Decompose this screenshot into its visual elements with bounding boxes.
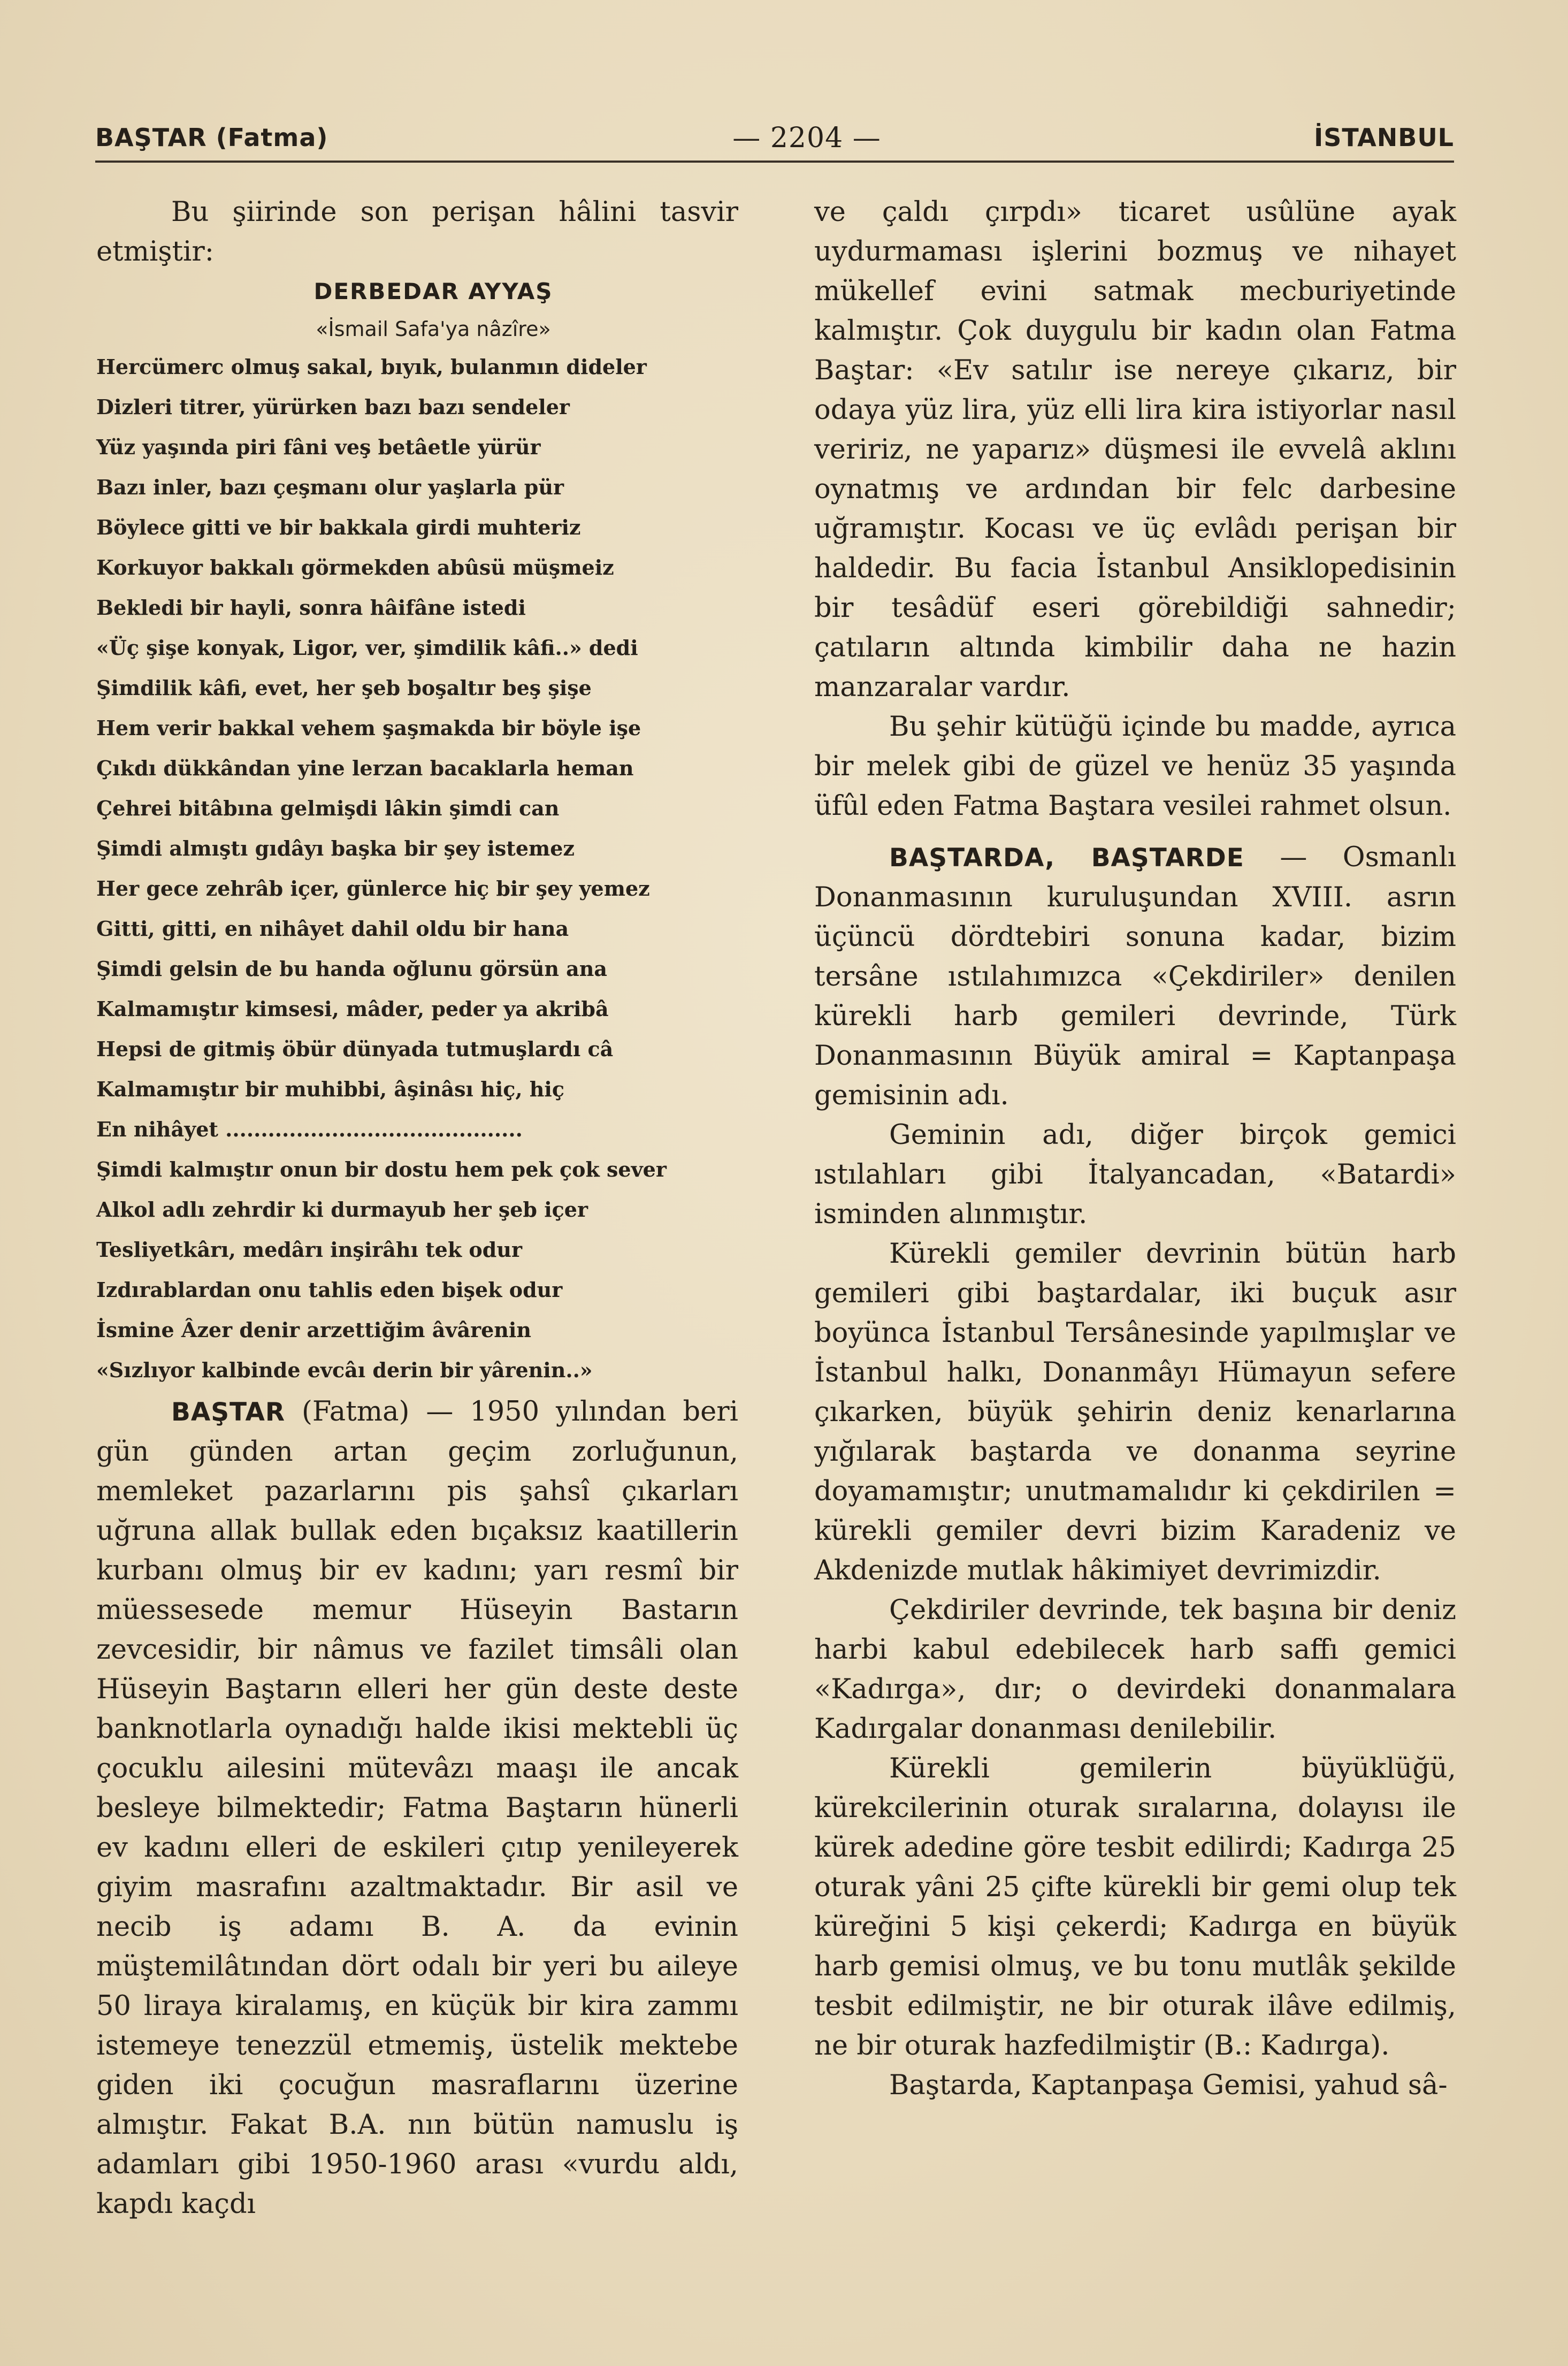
entry-heading: BAŞTAR [171, 1398, 286, 1427]
poem-line: Izdırablardan onu tahlis eden bişek odur [96, 1278, 563, 1302]
poem-line: «Sızlıyor kalbinde evcâı derin bir yârenin..» [96, 1358, 593, 1382]
entry-text: — Osmanlı Donanmasının kuruluşundan XVIII. asrın üçüncü dördtebiri sonuna kadar, bizim tersâne ıstılahımızca «Çekdiriler» denilen kürekli harb gemileri devrinde, Türk Donanmasının Büyük amiral = Kaptanpaşa gemisinin adı. [814, 842, 1456, 1111]
poem-dedication: «İsmail Safa'ya nâzîre» [316, 317, 551, 341]
entry-bastarda [814, 838, 1456, 1116]
page-number: — 2204 — [732, 122, 881, 154]
poem-line: Alkol adlı zehrdir ki durmayub her şeb içer [96, 1197, 588, 1222]
right-column [814, 193, 1456, 2105]
paragraph: Baştarda, Kaptanpaşa Gemisi, yahud sâ- [889, 2070, 1448, 2101]
left-column [96, 193, 738, 2224]
poem-line: Hepsi de gitmiş öbür dünyada tutmuşlardı câ [96, 1037, 614, 1061]
poem-line: En nihâyet .......................................... [96, 1117, 523, 1141]
spacer [814, 826, 1456, 838]
poem-line: Hem verir bakkal vehem şaşmakda bir böyle işe [96, 716, 641, 740]
poem-line: Yüz yaşında piri fâni veş betâetle yürür [96, 435, 541, 459]
paragraph: Kürekli gemiler devrinin bütün harb gemileri gibi baştardalar, iki buçuk asır boyünca İstanbul Tersânesinde yapılmışlar ve İstanbul halkı, Donanmâyı Hümayun sefere çıkarken, büyük şehirin deniz kenarlarına yığılarak baştarda ve donanma seyrine doyamamıştır; unutmamalıdır ki çekdirilen = kürekli gemiler devri bizim Karadeniz ve Akdenizde mutlak hâkimiyet devrimizdir. [814, 1238, 1456, 1586]
page-header [95, 119, 1454, 156]
poem-line: Tesliyetkârı, medârı inşirâhı tek odur [96, 1238, 522, 1262]
paragraph: Bu şehir kütüğü içinde bu madde, ayrıca bir melek gibi de güzel ve henüz 35 yaşında üfûl eden Fatma Baştara vesilei rahmet olsun. [814, 711, 1456, 822]
paragraph: Geminin adı, diğer birçok gemici ıstılahları gibi İtalyancadan, «Batardi» isminden alınmıştır. [814, 1119, 1456, 1230]
poem-line: Bekledi bir hayli, sonra hâifâne istedi [96, 596, 526, 620]
poem-line: Gitti, gitti, en nihâyet dahil oldu bir hana [96, 917, 569, 941]
poem-line: Şimdi almıştı gıdâyı başka bir şey istemez [96, 836, 575, 860]
header-right-title: İSTANBUL [1314, 123, 1454, 152]
poem-title: DERBEDAR AYYAŞ [313, 278, 553, 304]
poem-line: Hercümerc olmuş sakal, bıyık, bulanmın dideler [96, 355, 647, 379]
paragraph: ve çaldı çırpdı» ticaret usûlüne ayak uydurmaması işlerini bozmuş ve nihayet mükellef evini satmak mecburiyetinde kalmıştır. Çok duygulu bir kadın olan Fatma Baştar: «Ev satılır ise nereye çıkarız, bir odaya yüz lira, yüz elli lira kira istiyorlar nasıl veririz, ne yaparız» düşmesi ile evvelâ aklını oynatmış ve ardından bir felc darbesine uğramıştır. Kocası ve üç evlâdı perişan bir haldedir. Bu facia İstanbul Ansiklopedisinin bir tesâdüf eseri görebildiği sahnedir; çatıların altında kimbilir daha ne hazin manzaralar vardır. [814, 196, 1456, 703]
poem-line: İsmine Âzer denir arzettiğim âvârenin [96, 1318, 531, 1342]
header-left-title: BAŞTAR (Fatma) [95, 123, 328, 152]
poem-intro: Bu şiirinde son perişan hâlini tasvir etmiştir: [96, 196, 738, 268]
paragraph: Çekdiriler devrinde, tek başına bir deniz harbi kabul edebilecek harb saffı gemici «Kadırga», dır; o devirdeki donanmalara Kadırgalar donanması denilebilir. [814, 1594, 1456, 1745]
poem-line: Şimdilik kâfi, evet, her şeb boşaltır beş şişe [96, 676, 592, 700]
poem-line: «Üç şişe konyak, Ligor, ver, şimdilik kâfi..» dedi [96, 636, 638, 660]
poem-line: Çehrei bitâbına gelmişdi lâkin şimdi can [96, 796, 560, 820]
poem-line: Kalmamıştır kimsesi, mâder, peder ya akribâ [96, 997, 609, 1021]
poem-line: Bazı inler, bazı çeşmanı olur yaşlarla pür [96, 475, 564, 499]
poem [96, 347, 738, 1390]
paragraph: Kürekli gemilerin büyüklüğü, kürekcilerinin oturak sıralarına, dolayısı ile kürek adedine göre tesbit edilirdi; Kadırga 25 oturak yâni 25 çifte kürekli bir gemi olup tek küreğini 5 kişi çekerdi; Kadırga en büyük harb gemisi olmuş, ve bu tonu mutlâk şekilde tesbit edilmiştir, ne bir oturak ilâve edilmiş, ne bir oturak hazfedilmiştir (B.: Kadırga). [814, 1753, 1456, 2062]
poem-line: Korkuyor bakkalı görmekden abûsü müşmeiz [96, 555, 614, 579]
poem-line: Böylece gitti ve bir bakkala girdi muhteriz [96, 515, 581, 539]
poem-line: Şimdi gelsin de bu handa oğlunu görsün ana [96, 957, 608, 981]
header-rule [95, 161, 1454, 163]
poem-line: Çıkdı dükkândan yine lerzan bacaklarla heman [96, 756, 634, 780]
entry-bastar-fatma [96, 1392, 738, 2224]
entry-text: (Fatma) — 1950 yılından beri gün günden artan geçim zorluğunun, memleket pazarlarını pis şahsî çıkarları uğruna allak bullak eden bıçaksız kaatillerin kurbanı olmuş bir ev kadını; yarı resmî bir müessesede memur Hüseyin Bastarın zevcesidir, bir nâmus ve fazilet timsâli olan Hüseyin Baştarın elleri her gün deste deste banknotlarla oynadığı halde ikisi mektebli üç çocuklu ailesini mütevâzı maaşı ile ancak besleye bilmektedir; Fatma Baştarın hünerli ev kadını elleri de eskileri çıtıp yenileyerek giyim masrafını azaltmaktadır. Bir asil ve necib iş adamı B. A. da evinin müştemilâtından dört odalı bir yeri bu aileye 50 liraya kiralamış, en küçük bir kira zammı istemeye tenezzül etmemiş, üstelik mektebe giden iki çocuğun masraflarını üzerine almıştır. Fakat B.A. nın bütün namuslu iş adamları gibi 1950-1960 arası «vurdu aldı, kapdı kaçdı [96, 1396, 738, 2220]
poem-line: Her gece zehrâb içer, günlerce hiç bir şey yemez [96, 876, 650, 900]
poem-line: Kalmamıştır bir muhibbi, âşinâsı hiç, hiç [96, 1077, 565, 1101]
poem-line: Şimdi kalmıştır onun bir dostu hem pek çok sever [96, 1157, 667, 1181]
poem-line: Dizleri titrer, yürürken bazı bazı sendeler [96, 395, 570, 419]
entry-heading: BAŞTARDA, BAŞTARDE [889, 843, 1244, 873]
